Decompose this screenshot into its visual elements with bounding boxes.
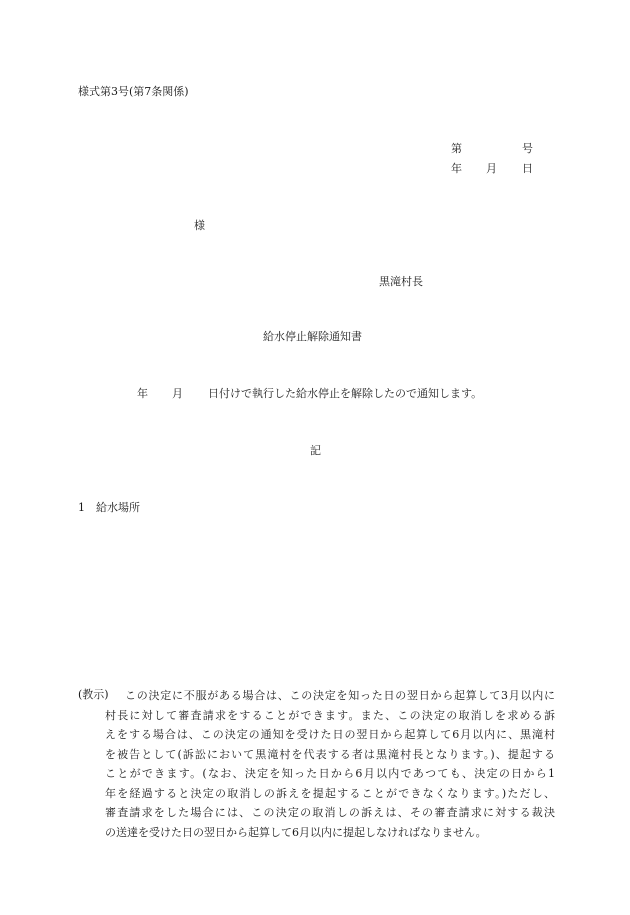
addressee-honorific: 様 bbox=[194, 219, 205, 232]
document-number-prefix: 第 bbox=[451, 142, 462, 155]
date-month-label: 月 bbox=[486, 162, 497, 175]
document-number-suffix: 号 bbox=[522, 142, 533, 155]
notice-line: えをする場合は、この決定の通知を受けた日の翌日から起算して6月以内に、黒滝村 bbox=[105, 728, 555, 741]
date-year-label: 年 bbox=[451, 162, 462, 175]
document-title: 給水停止解除通知書 bbox=[263, 330, 362, 343]
body-year-label: 年 bbox=[137, 387, 148, 400]
item-label-water-supply-location: 給水場所 bbox=[96, 501, 140, 514]
notice-label: (教示) bbox=[78, 688, 109, 701]
notice-line: 審査請求をした場合には、この決定の取消しの訴えは、その審査請求に対する裁決 bbox=[105, 806, 555, 819]
notice-line: 村長に対して審査請求をすることができます。また、この決定の取消しを求める訴 bbox=[105, 708, 555, 722]
ki-heading: 記 bbox=[310, 444, 321, 457]
notice-line: 年を経過すると決定の取消しの訴えを提起することができなくなります。)ただし、 bbox=[105, 786, 555, 800]
body-text: 日付けで執行した給水停止を解除したので通知します。 bbox=[208, 387, 483, 400]
notice-line: を被告として(訴訟において黒滝村を代表する者は黒滝村長となります。)、提起する bbox=[105, 747, 555, 761]
body-month-label: 月 bbox=[172, 387, 183, 400]
notice-body bbox=[105, 689, 555, 845]
notice-line: の送達を受けた日の翌日から起算して6月以内に提起しなければなりません。 bbox=[105, 825, 487, 839]
issuer-name: 黒滝村長 bbox=[379, 275, 423, 288]
date-day-label: 日 bbox=[522, 162, 533, 175]
form-number: 様式第3号(第7条関係) bbox=[78, 85, 189, 98]
notice-line: この決定に不服がある場合は、この決定を知った日の翌日から起算して3月以内に bbox=[125, 689, 555, 702]
notice-line: ことができます。(なお、決定を知った日から6月以内であつても、決定の日から1 bbox=[105, 767, 555, 780]
item-number: 1 bbox=[78, 501, 85, 514]
